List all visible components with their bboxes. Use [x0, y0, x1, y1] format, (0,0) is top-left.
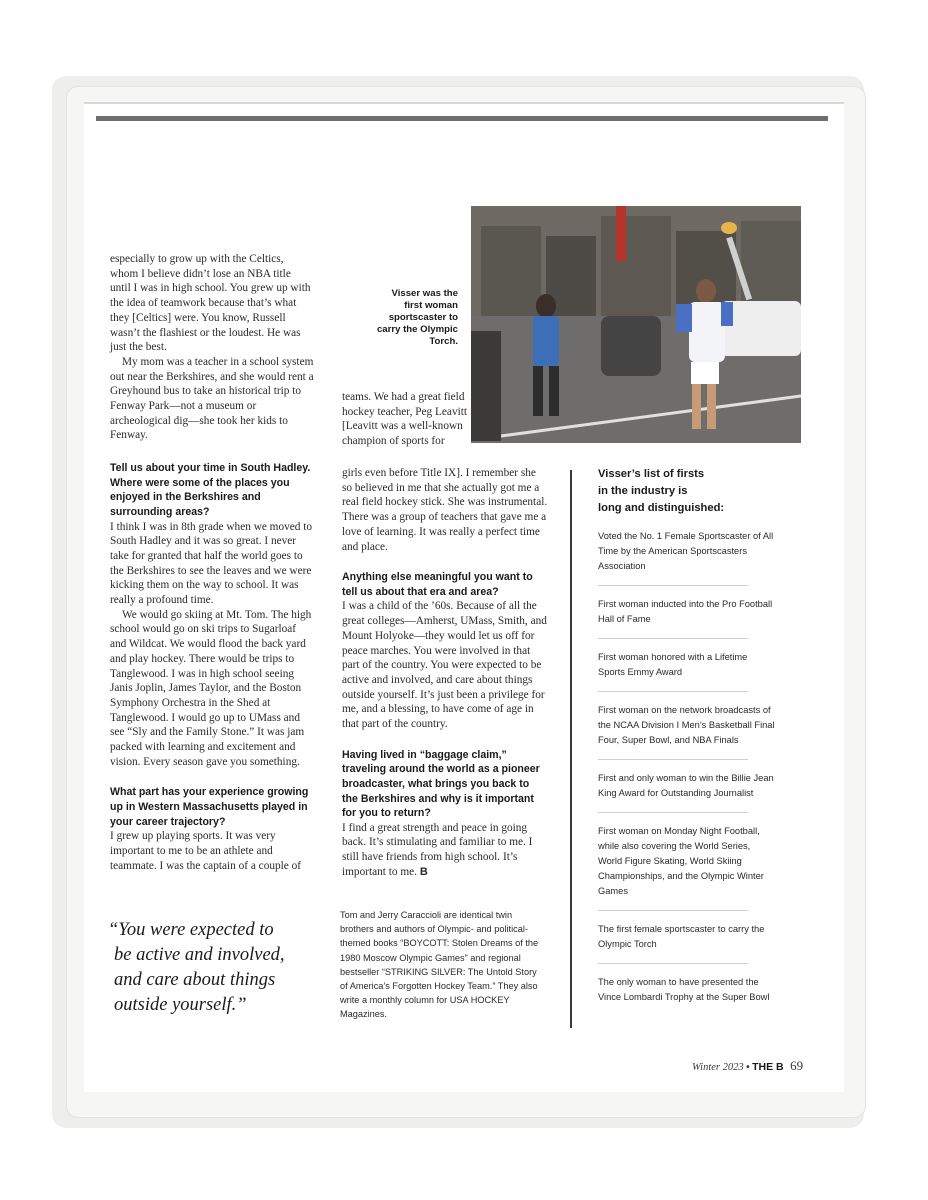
pull-quote-line: and care about things [114, 970, 276, 990]
firsts-item: First woman on Monday Night Football, while also covering the World Series, World Figure Skating, World Skiing Championships, and the Olympic Winter Games [598, 826, 764, 896]
firsts-item: First woman honored with a Lifetime Sports Emmy Award [598, 652, 748, 677]
pull-quote [108, 918, 318, 1018]
author-bio: Tom and Jerry Caraccioli are identical twin brothers and authors of Olympic- and political-themed books “BOYCOTT: Stolen Dreams of the 1980 Moscow Olympic Games” and regional bestseller “STRIKING SILVER: The Untold Story of America’s Forgotten Hockey Team.” They also write a monthly column for USA HOCKEY Magazines. [340, 910, 539, 1020]
end-mark: B [419, 865, 428, 878]
paragraph: especially to grow up with the Celtics, whom I believe didn’t lose an NBA title until I was in high school. You grew up with the idea of teamwork because that’s what they [Celtics] were. You know, Russell wasn’t the flashiest or the loudest. He was just the best. [110, 253, 311, 354]
paragraph: girls even before Title IX]. I remember she so believed in me that she actually got me a real field hockey stick. She was instrumental. There was a group of teachers that gave me a love of learning. It was really a perfect time and place. [342, 467, 548, 553]
answer-text: I find a great strength and peace in going back. It’s stimulating and familiar to me. I still have friends from high school. It’s important to me. [342, 821, 533, 878]
paragraph: I think I was in 8th grade when we moved to South Hadley and it was so great. I never take for granted that half the world goes to the Berkshires to see the leaves and we were kicking them on the way to school. It was really a profound time. [110, 520, 313, 607]
torch-photo-image [471, 206, 801, 443]
column-divider [570, 470, 572, 1028]
paragraph: My mom was a teacher in a school system out near the Berkshires, and she would rent a Greyhound bus to take an historical trip to Fenway Park—not a museum or archeological dig—she took her kids to Fenway. [110, 355, 314, 442]
top-rule [96, 116, 828, 121]
page-footer [692, 1058, 822, 1074]
paragraph: We would go skiing at Mt. Tom. The high school would go on ski trips to Sugarloaf and Wildcat. We would flood the back yard and play hockey. There would be trips to Tanglewood. I was in high school seeing Janis Joplin, James Taylor, and the Boston Symphony Orchestra in the Shed at Tanglewood. I would go up to UMass and see “Sly and the Family Stone.” It was jam packed with learning and excitement and vision. Every season gave you something. [110, 608, 312, 768]
firsts-item: First woman on the network broadcasts of the NCAA Division I Men’s Basketball Final Four, Super Bowl, and NBA Finals [598, 705, 775, 745]
paragraph: I was a child of the ’60s. Because of all the great colleges—Amherst, UMass, Smith, and Mount Holyoke—they would let us off for peace marches. You were involved in that part of the country. You were expected to be active and involved, and care about things outside yourself. It’s just been a privilege for me, and a blessing, to have come of age in that part of the country. [342, 600, 547, 731]
paragraph: teams. We had a great field hockey teacher, Peg Leavitt [Leavitt was a well-known champion of sports for [342, 391, 468, 448]
interview-question: Anything else meaningful you want to tell us about that era and area? [342, 571, 533, 598]
photo-caption: Visser was the first woman sportscaster to carry the Olympic Torch. [376, 288, 458, 347]
page-number: 69 [790, 1058, 804, 1073]
firsts-item: Voted the No. 1 Female Sportscaster of All Time by the American Sportscasters Association [598, 531, 774, 571]
article-column-2-narrow [342, 390, 468, 449]
pull-quote-line: outside yourself.” [114, 995, 247, 1015]
pull-quote-line: “You were expected to [108, 920, 274, 940]
article-column-1 [110, 252, 314, 873]
divider [598, 963, 748, 964]
separator: • [746, 1062, 750, 1073]
firsts-title: Visser’s list of firsts in the industry is long and distinguished: [598, 468, 725, 514]
divider [598, 812, 748, 813]
article-column-2 [342, 450, 548, 880]
divider [598, 638, 748, 639]
firsts-item: The only woman to have presented the Vince Lombardi Trophy at the Super Bowl [598, 977, 770, 1002]
interview-question: Tell us about your time in South Hadley. Where were some of the places you enjoyed in the Berkshires and surrounding areas? [110, 462, 311, 518]
interview-question: Having lived in “baggage claim,” traveling around the world as a pioneer broadcaster, what brings you back to the Berkshires and why is it important for you to return? [342, 748, 540, 820]
firsts-item: First woman inducted into the Pro Football Hall of Fame [598, 599, 773, 624]
paragraph [342, 821, 548, 880]
divider [598, 759, 748, 760]
issue-season: Winter 2023 [692, 1062, 744, 1073]
divider [598, 910, 748, 911]
firsts-item: The first female sportscaster to carry the Olympic Torch [598, 924, 765, 949]
firsts-item: First and only woman to win the Billie Jean King Award for Outstanding Journalist [598, 773, 774, 798]
firsts-sidebar [598, 466, 776, 1016]
divider [598, 691, 748, 692]
torch-photo [471, 206, 801, 443]
divider [598, 585, 748, 586]
magazine-name: THE B [752, 1061, 784, 1073]
pull-quote-line: be active and involved, [114, 945, 285, 965]
interview-question: What part has your experience growing up in Western Massachusetts played in your career trajectory? [110, 786, 309, 828]
paragraph: I grew up playing sports. It was very important to me to be an athlete and teammate. I was the captain of a couple of [110, 830, 302, 872]
